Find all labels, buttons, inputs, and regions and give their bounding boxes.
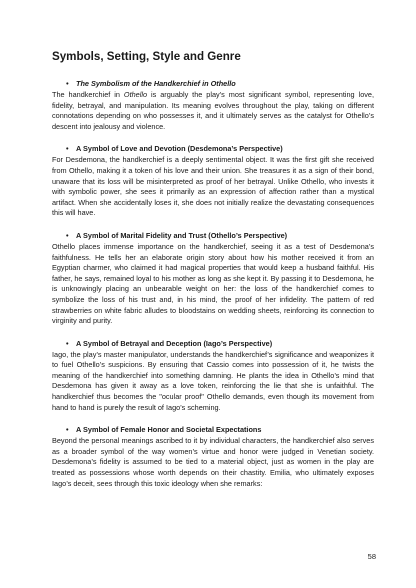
section-heading <box>52 339 374 349</box>
body-text: is arguably the play’s most significant symbol, representing love, fidelity, betrayal, and manipulation. Its meaning evolves throughout the play, taking on different connotations depending on who possesses it, and it ultimately serves as the catalyst for Othello’s descent into jealousy and violence. <box>52 90 374 131</box>
section-betrayal-deception <box>52 339 374 414</box>
section-heading-text: A Symbol of Marital Fidelity and Trust (Othello’s Perspective) <box>76 230 288 240</box>
bullet-icon: • <box>66 79 69 88</box>
section-heading <box>52 231 374 241</box>
section-fidelity-trust <box>52 231 374 327</box>
page-number: 58 <box>367 552 376 561</box>
section-female-honor <box>52 425 374 489</box>
section-love-devotion <box>52 144 374 219</box>
section-body: For Desdemona, the handkerchief is a deeply sentimental object. It was the first gift she received from Othello, making it a token of his love and their union. She treasures it as a sign of their bond, unaware that its loss will be misinterpreted as proof of her betrayal. Unlike Othello, who invests it with symbolic power, she sees it primarily as an expression of affection rather than a mystical artifact. When she accidentally loses it, she does not initially realize the devastating consequences this will have. <box>52 155 374 218</box>
section-body: Beyond the personal meanings ascribed to it by individual characters, the handkerchief also serves as a broader symbol of the way women’s virtue and honor were judged in Venetian society. Desdemona’s fidelity is assumed to be tied to a material object, just as women in the play are treated as possessions whose worth depends on their chastity. Emilia, who ultimately exposes Iago’s deceit, sees through this toxic ideology when she remarks: <box>52 436 374 488</box>
section-heading <box>52 79 374 89</box>
section-body: Othello places immense importance on the handkerchief, seeing it as a test of Desdemona’s faithfulness. He tells her an elaborate origin story about how his mother received it from an Egyptian charmer, who claimed it had magical properties that would keep a husband faithful. His father, he says, remained loyal to his mother as long as she kept it. By passing it to Desdemona, he is unknowingly placing an unbearable weight on her: the loss of the handkerchief comes to symbolize the loss of his trust and, in his mind, the proof of her infidelity. The pattern of red strawberries on white fabric alludes to bloodstains on wedding sheets, reinforcing its connection to virginity and purity. <box>52 241 374 326</box>
bullet-icon: • <box>66 338 69 348</box>
body-text-italic: Othello <box>123 90 148 99</box>
section-body: Iago, the play’s master manipulator, understands the handkerchief’s significance and weaponizes it to fuel Othello’s suspicions. By ensuring that Cassio comes into possession of it, he twists the meaning of the handkerchief into something damning. He plants the idea in Othello’s mind that Desdemona has given it away as a love token, reinforcing the lie that she is unfaithful. The handkerchief thus becomes the "ocular proof" Othello demands, even though its movement from hand to hand is purely the result of Iago’s scheming. <box>52 349 374 412</box>
section-body <box>52 90 374 132</box>
bullet-icon: • <box>66 230 69 240</box>
section-heading-text: A Symbol of Love and Devotion (Desdemona’s Perspective) <box>76 144 283 154</box>
section-heading-text: A Symbol of Female Honor and Societal Expectations <box>76 425 262 435</box>
section-heading <box>52 425 374 435</box>
section-heading-text: A Symbol of Betrayal and Deception (Iago’s Perspective) <box>76 338 273 348</box>
page-title: Symbols, Setting, Style and Genre <box>52 50 241 63</box>
section-heading-text: The Symbolism of the Handkerchief in Othello <box>76 79 236 88</box>
document-page <box>52 50 374 501</box>
section-heading <box>52 144 374 154</box>
section-handkerchief-symbolism <box>52 79 374 132</box>
body-text: The handkerchief in <box>52 90 124 99</box>
bullet-icon: • <box>66 425 69 435</box>
bullet-icon: • <box>66 144 69 154</box>
